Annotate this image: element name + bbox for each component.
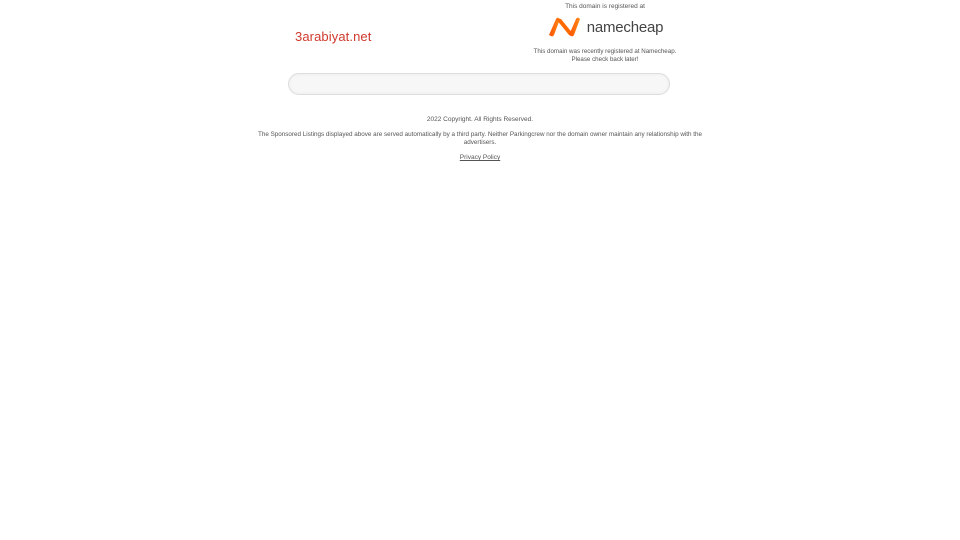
privacy-policy-link[interactable]: Privacy Policy bbox=[459, 154, 501, 161]
footer bbox=[250, 116, 710, 164]
registered-at-label: This domain is registered at bbox=[565, 3, 645, 10]
namecheap-wordmark: namecheap bbox=[586, 18, 664, 36]
registration-status-line1: This domain was recently registered at Namecheap. bbox=[533, 48, 677, 55]
namecheap-logo[interactable] bbox=[530, 16, 680, 38]
copyright-text: 2022 Copyright. All Rights Reserved. bbox=[426, 116, 534, 123]
domain-name-link[interactable]: 3arabiyat.net bbox=[295, 29, 372, 44]
sponsored-listings-disclaimer: The Sponsored Listings displayed above are served automatically by a third party. Neither Parkingcrew nor the domain owner maintain any relationship with the advertisers. bbox=[257, 131, 703, 146]
registrar-block bbox=[530, 0, 680, 63]
namecheap-n-icon bbox=[547, 17, 583, 37]
registration-status-line2: Please check back later! bbox=[571, 55, 639, 63]
search-bar[interactable] bbox=[288, 73, 670, 95]
registration-status bbox=[530, 48, 680, 63]
